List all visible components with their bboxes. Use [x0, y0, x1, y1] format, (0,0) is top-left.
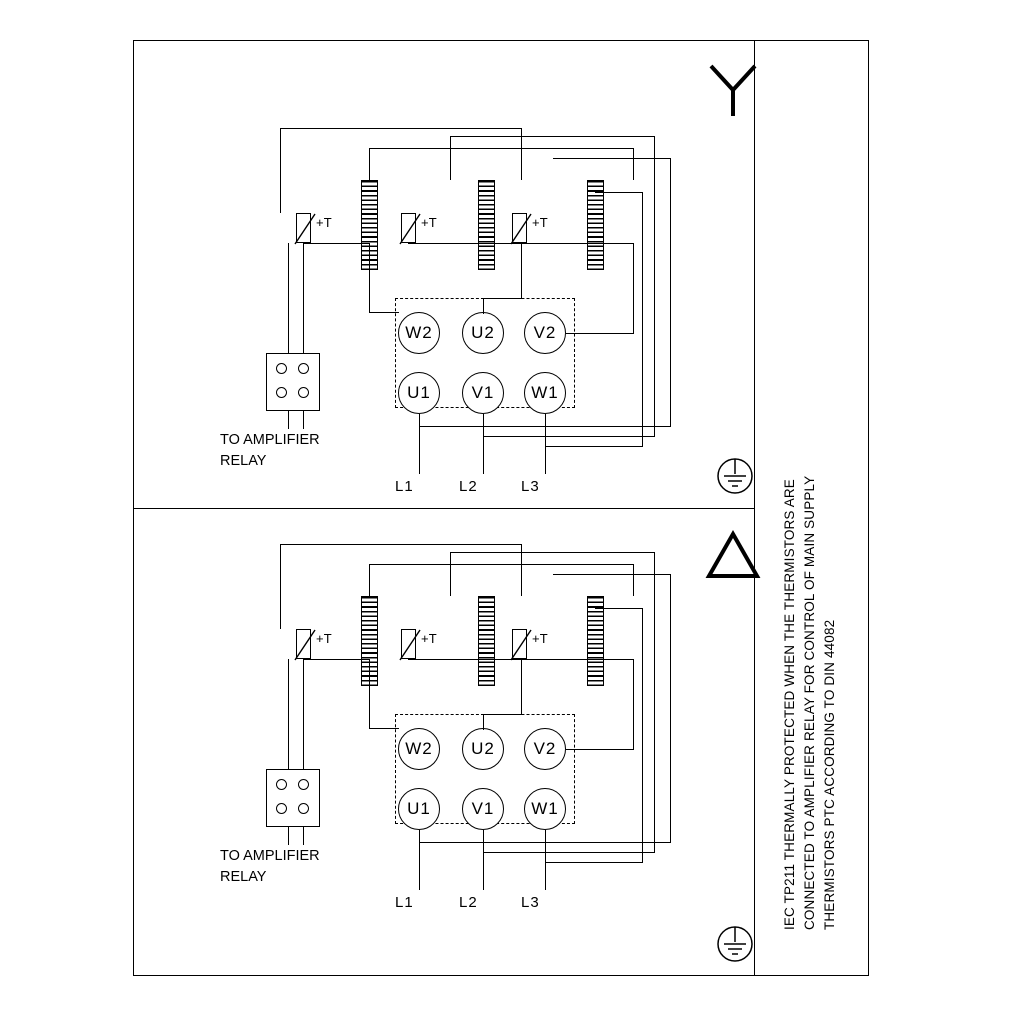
coil3-down — [633, 659, 634, 694]
star-wye-symbol — [705, 60, 761, 122]
thermistor-1 — [296, 629, 311, 659]
therm2-coil2-link — [408, 243, 521, 244]
return-wire-2-v — [654, 136, 655, 436]
bus-wire-top-b-right — [633, 148, 634, 180]
return-wire-3-v — [642, 192, 643, 446]
connector-lead-right — [303, 827, 304, 845]
terminal-v2[interactable]: V2 — [524, 312, 566, 354]
terminal-u2[interactable]: U2 — [462, 728, 504, 770]
note-line-3: THERMISTORS PTC ACCORDING TO DIN 44082 — [822, 619, 837, 930]
note-column — [754, 40, 869, 976]
return-wire-3-top — [595, 192, 643, 193]
delta-triangle-symbol — [705, 528, 761, 584]
return-wire-2-top — [450, 552, 655, 553]
coil2-to-u2 — [521, 278, 522, 298]
return-wire-1-v — [670, 574, 671, 842]
return-wire-2-down — [450, 552, 451, 596]
bus-wire-top-b-right — [633, 564, 634, 596]
return-wire-2-v — [654, 552, 655, 852]
coil2-down — [521, 243, 522, 278]
note-line-2: CONNECTED TO AMPLIFIER RELAY FOR CONTROL OF MAIN SUPPLY — [802, 475, 817, 930]
coil3-to-v2-h — [566, 749, 634, 750]
winding-coil-2 — [478, 180, 495, 270]
thermistor-1 — [296, 213, 311, 243]
terminal-w1[interactable]: W1 — [524, 788, 566, 830]
therm1-coil1-link — [303, 659, 369, 660]
thermistor-3-label: +T — [532, 631, 548, 646]
therm1-coil1-link — [303, 243, 369, 244]
connector-lead-right — [303, 411, 304, 429]
winding-coil-2 — [478, 596, 495, 686]
connector-pin-3 — [276, 803, 287, 814]
coil2-to-u2-v — [483, 714, 484, 730]
thermistor-3 — [512, 629, 527, 659]
return-wire-3-v — [642, 608, 643, 862]
phase-l1-lead — [419, 830, 420, 890]
connector-lead-left — [288, 827, 289, 845]
coil1-down — [369, 243, 370, 278]
terminal-v1[interactable]: V1 — [462, 788, 504, 830]
connector-label-line1: TO AMPLIFIER — [220, 848, 320, 864]
coil3-to-v2 — [633, 694, 634, 749]
connector-pin-2 — [298, 363, 309, 374]
phase-label-l1: L1 — [395, 894, 414, 911]
coil2-to-u2-h — [483, 298, 523, 299]
bus-wire-top-a — [280, 128, 522, 129]
bus-wire-top-b — [369, 148, 634, 149]
coil1-to-w2 — [369, 278, 370, 312]
connector-pin-2 — [298, 779, 309, 790]
coil2-to-u2-v — [483, 298, 484, 314]
thermistor-1-label: +T — [316, 631, 332, 646]
panel-delta-connection — [133, 508, 755, 976]
thermistor-2 — [401, 629, 416, 659]
connector-label-line2: RELAY — [220, 453, 267, 469]
return-wire-1-v — [670, 158, 671, 426]
return-wire-3-top — [595, 608, 643, 609]
connector-pin-1 — [276, 779, 287, 790]
terminal-w2[interactable]: W2 — [398, 312, 440, 354]
terminal-w2[interactable]: W2 — [398, 728, 440, 770]
phase-label-l2: L2 — [459, 478, 478, 495]
thermistor-2-label: +T — [421, 215, 437, 230]
bus-wire-top-b-left — [369, 564, 370, 596]
phase-l2-lead — [483, 414, 484, 474]
coil2-down — [521, 659, 522, 694]
thermistor-1-label: +T — [316, 215, 332, 230]
coil1-to-w2-h — [369, 312, 399, 313]
return-wire-3 — [545, 446, 643, 447]
terminal-v2[interactable]: V2 — [524, 728, 566, 770]
note-line-1: IEC TP211 THERMALLY PROTECTED WHEN THE THERMISTORS ARE — [782, 479, 797, 930]
coil2-to-u2-h — [483, 714, 523, 715]
coil2-to-u2 — [521, 694, 522, 714]
thermistor-1-down-right — [303, 659, 304, 769]
return-wire-2 — [483, 436, 655, 437]
connector-pin-4 — [298, 803, 309, 814]
return-wire-3 — [545, 862, 643, 863]
coil1-to-w2 — [369, 694, 370, 728]
thermistor-1-down-left — [288, 659, 289, 769]
coil3-to-v2 — [633, 278, 634, 333]
therm3-coil3-link — [519, 243, 634, 244]
coil3-down — [633, 243, 634, 278]
connector-label-line1: TO AMPLIFIER — [220, 432, 320, 448]
thermistor-1-down-right — [303, 243, 304, 353]
amplifier-relay-connector[interactable] — [266, 353, 320, 411]
return-wire-2 — [483, 852, 655, 853]
terminal-u1[interactable]: U1 — [398, 788, 440, 830]
bus-wire-top-a-left — [280, 128, 281, 213]
return-wire-1 — [419, 426, 671, 427]
thermistor-2 — [401, 213, 416, 243]
thermistor-2-label: +T — [421, 631, 437, 646]
bus-wire-top-b-left — [369, 148, 370, 180]
phase-l3-lead — [545, 414, 546, 474]
terminal-v1[interactable]: V1 — [462, 372, 504, 414]
return-wire-2-top — [450, 136, 655, 137]
thermistor-3 — [512, 213, 527, 243]
winding-coil-3 — [587, 180, 604, 270]
winding-coil-3 — [587, 596, 604, 686]
terminal-u1[interactable]: U1 — [398, 372, 440, 414]
therm2-coil2-link — [408, 659, 521, 660]
return-wire-1 — [419, 842, 671, 843]
connector-pin-1 — [276, 363, 287, 374]
terminal-u2[interactable]: U2 — [462, 312, 504, 354]
phase-l2-lead — [483, 830, 484, 890]
bus-wire-top-a-left — [280, 544, 281, 629]
return-wire-2-down — [450, 136, 451, 180]
thermistor-3-label: +T — [532, 215, 548, 230]
phase-label-l2: L2 — [459, 894, 478, 911]
phase-label-l3: L3 — [521, 478, 540, 495]
connector-label-line2: RELAY — [220, 869, 267, 885]
coil3-to-v2-h — [566, 333, 634, 334]
connector-pin-3 — [276, 387, 287, 398]
phase-label-l3: L3 — [521, 894, 540, 911]
phase-l3-lead — [545, 830, 546, 890]
bus-wire-top-a — [280, 544, 522, 545]
phase-l1-lead — [419, 414, 420, 474]
terminal-w1[interactable]: W1 — [524, 372, 566, 414]
thermistor-1-down-left — [288, 243, 289, 353]
panel-star-connection — [133, 40, 755, 508]
therm3-coil3-link — [519, 659, 634, 660]
connector-lead-left — [288, 411, 289, 429]
coil1-down — [369, 659, 370, 694]
phase-label-l1: L1 — [395, 478, 414, 495]
coil1-to-w2-h — [369, 728, 399, 729]
bus-wire-top-b — [369, 564, 634, 565]
amplifier-relay-connector[interactable] — [266, 769, 320, 827]
connector-pin-4 — [298, 387, 309, 398]
